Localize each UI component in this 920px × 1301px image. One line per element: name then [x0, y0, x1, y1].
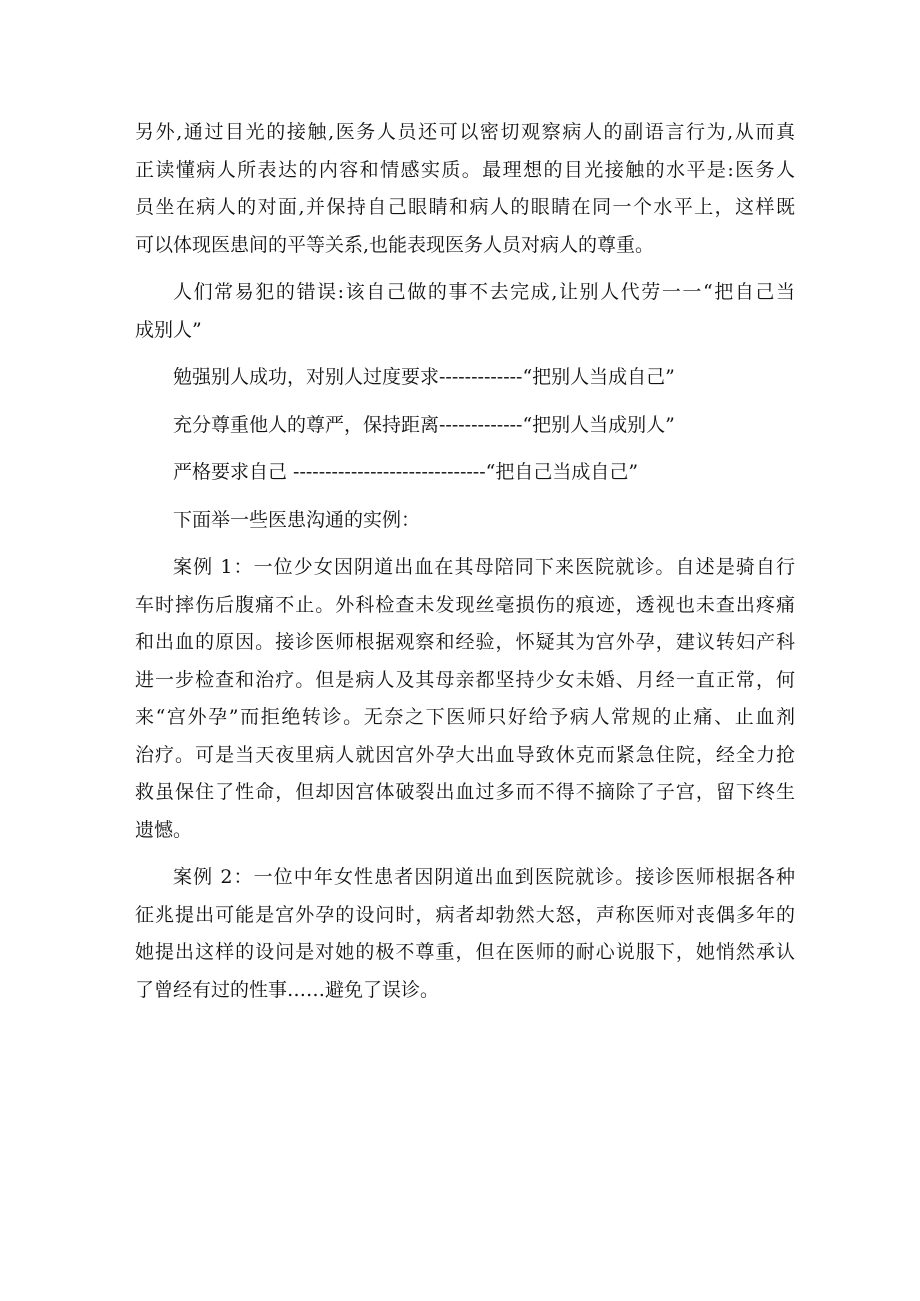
text-line: 车时摔伤后腹痛不止。外科检查未发现丝毫损伤的痕迹，透视也未查出疼痛 — [135, 593, 795, 616]
paragraph-eye-contact — [135, 114, 795, 264]
rule-line-others-as-self: 勉强别人成功，对别人过度要求-------------“把别人当成自己” — [173, 366, 675, 388]
text-line: 人们常易犯的错误:该自己做的事不去完成,让别人代劳一一“把自己当 — [173, 281, 795, 303]
rule-line-self-as-self: 严格要求自己 ------------------------------“把自己当成自己” — [173, 461, 639, 483]
text-line: 案例 2：一位中年女性患者因阴道出血到医院就诊。接诊医师根据各种 — [173, 866, 795, 888]
text-line: 遗憾。 — [135, 818, 193, 841]
text-line: 了曾经有过的性事……避免了误诊。 — [135, 978, 440, 1001]
text-line: 另外,通过目光的接触,医务人员还可以密切观察病人的副语言行为,从而真 — [135, 121, 795, 143]
examples-intro: 下面举一些医患沟通的实例： — [173, 508, 421, 531]
text-line: 进一步检查和治疗。但是病人及其母亲都坚持少女未婚、月经一直正常，何 — [135, 668, 795, 691]
text-line: 员坐在病人的对面,并保持自己眼睛和病人的眼睛在同一个水平上，这样既 — [135, 196, 795, 218]
text-line: 救虽保住了性命，但却因宫体破裂出血过多而不得不摘除了子宫，留下终生 — [135, 781, 795, 803]
paragraph-case-1 — [135, 549, 795, 849]
text-line: 正读懂病人所表达的内容和情感实质。最理想的目光接触的水平是:医务人 — [135, 158, 795, 181]
text-line: 成别人” — [135, 318, 202, 341]
text-line: 治疗。可是当天夜里病人就因宫外孕大出血导致休克而紧急住院，经全力抢 — [135, 743, 795, 766]
text-line: 和出血的原因。接诊医师根据观察和经验，怀疑其为宫外孕，建议转妇产科 — [135, 631, 795, 653]
rule-line-others-as-others: 充分尊重他人的尊严，保持距离-------------“把别人当成别人” — [173, 413, 675, 436]
text-line: 案例 1：一位少女因阴道出血在其母陪同下来医院就诊。自述是骑自行 — [173, 556, 795, 578]
paragraph-case-2 — [135, 859, 795, 1009]
text-line: 征兆提出可能是宫外孕的设问时，病者却勃然大怒，声称医师对丧偶多年的 — [135, 903, 795, 926]
text-line: 她提出这样的设问是对她的极不尊重，但在医师的耐心说服下，她悄然承认 — [135, 941, 795, 963]
text-line: 可以体现医患间的平等关系,也能表现医务人员对病人的尊重。 — [135, 233, 655, 256]
document-page — [135, 114, 795, 1009]
paragraph-common-mistake — [135, 274, 795, 349]
text-line: 来“宫外孕”而拒绝转诊。无奈之下医师只好给予病人常规的止痛、止血剂 — [135, 706, 795, 728]
